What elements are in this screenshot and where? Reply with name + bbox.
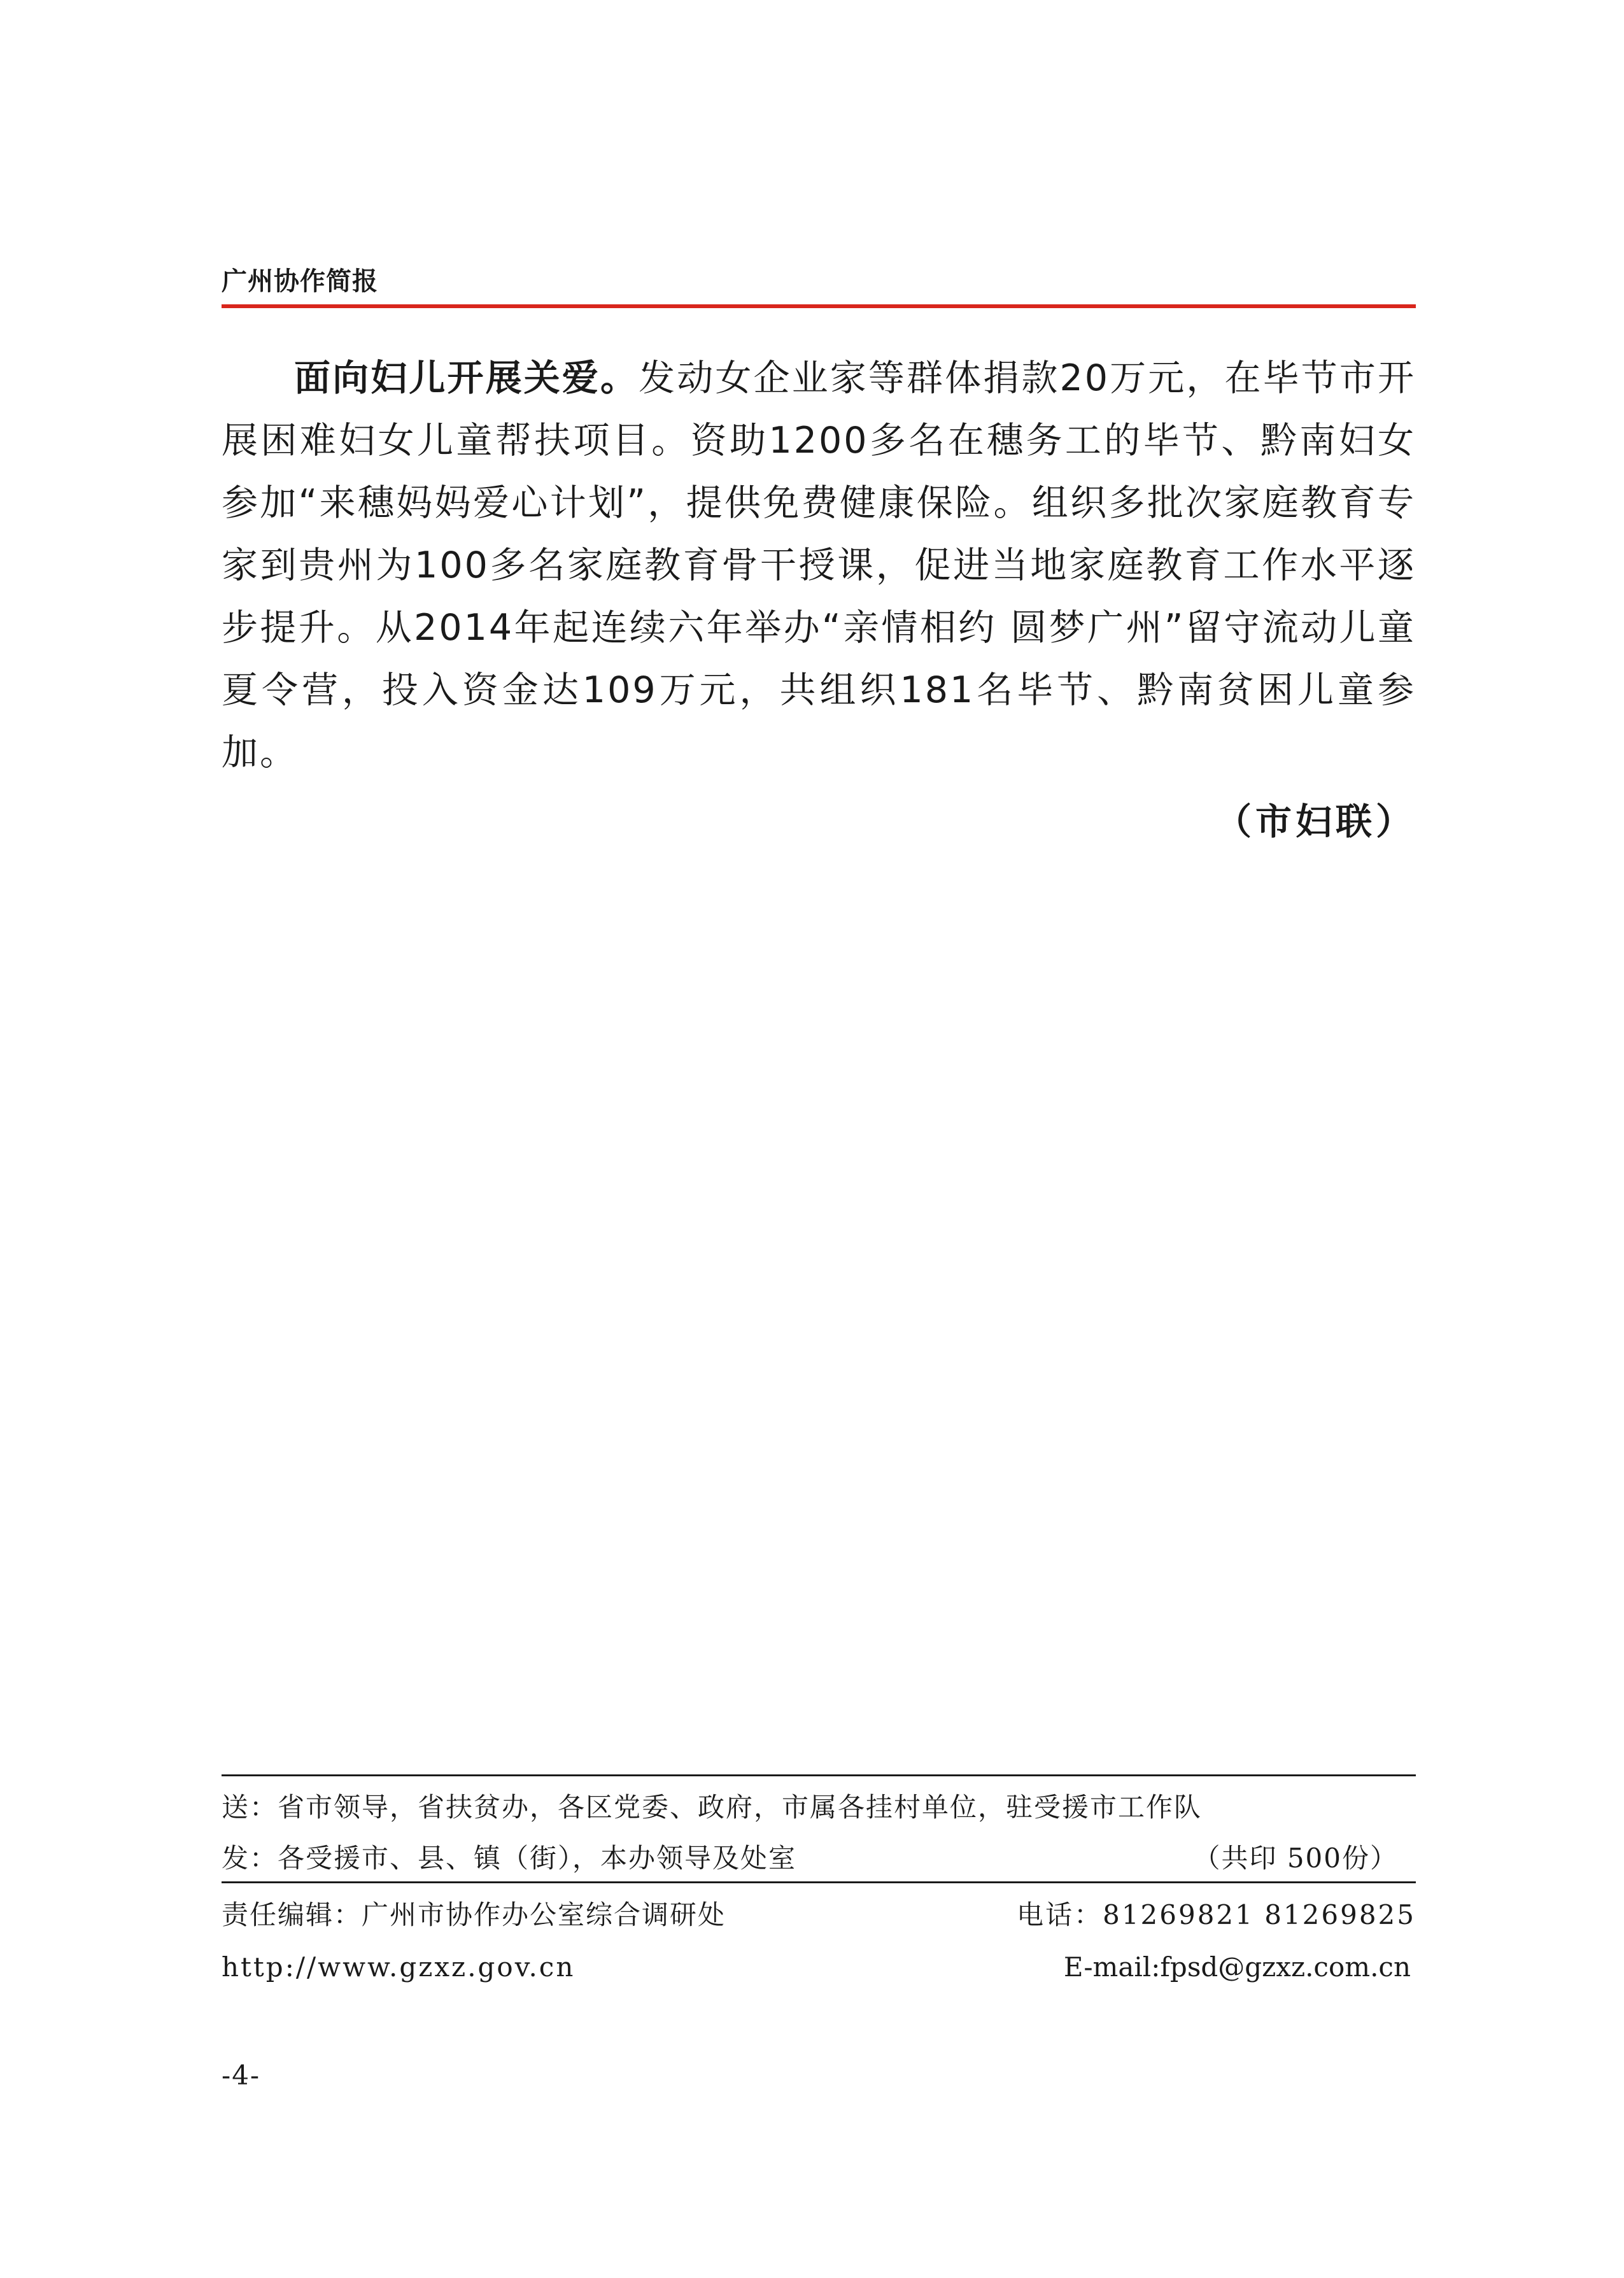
website-link[interactable]: http://www.gzxz.gov.cn <box>222 1951 575 1983</box>
header-divider <box>222 304 1416 308</box>
responsible-editor: 责任编辑：广州市协作办公室综合调研处 <box>222 1899 726 1930</box>
newsletter-title: 广州协作简报 <box>222 266 378 296</box>
article-paragraph <box>222 347 1416 784</box>
print-copies: （共印 500份） <box>1193 1843 1398 1874</box>
footer-divider-top <box>222 1774 1416 1776</box>
distribute-to-line: 发：各受援市、县、镇（街），本办领导及处室 <box>222 1843 797 1874</box>
send-to-line: 送：省市领导，省扶贫办，各区党委、政府，市属各挂村单位，驻受援市工作队 <box>222 1792 1203 1823</box>
article-lead: 面向妇儿开展关爱。 <box>294 357 639 399</box>
email-link[interactable]: E-mail:fpsd@gzxz.com.cn <box>1063 1951 1411 1983</box>
article-body: 发动女企业家等群体捐款20万元，在毕节市开展困难妇女儿童帮扶项目。资助1200多名在穗务工的毕节、黔南妇女参加“来穗妈妈爱心计划”，提供免费健康保险。组织多批次家庭教育专家到贵州为100多名家庭教育骨干授课，促进当地家庭教育工作水平逐步提升。从2014年起连续六年举办“亲情相约 圆梦广州”留守流动儿童夏令营，投入资金达109万元，共组织181名毕节、黔南贫困儿童参加。 <box>222 357 1416 774</box>
contact-phone: 电话：81269821 81269825 <box>1017 1899 1416 1930</box>
article-source: （市妇联） <box>1215 801 1416 843</box>
page-number: -4- <box>222 2060 261 2091</box>
footer-divider-middle <box>222 1881 1416 1883</box>
